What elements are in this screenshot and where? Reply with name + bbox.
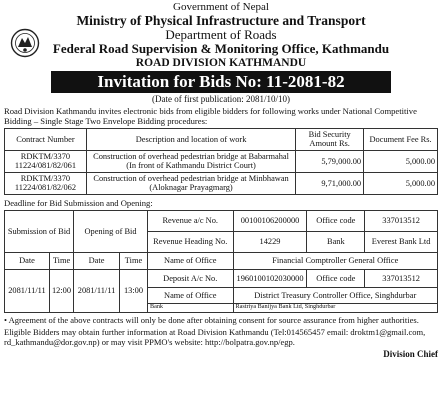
publication-date: (Date of first publication: 2081/10/10) [152, 93, 290, 104]
notice-title: Invitation for Bids No: 11-2081-82 [51, 71, 391, 93]
date-header: Date [5, 252, 50, 269]
department-name: Department of Roads [165, 27, 277, 43]
office-name-label: Name of Office [147, 252, 233, 269]
office-code-value: 337013512 [365, 269, 438, 287]
deadline-heading: Deadline for Bid Submission and Opening: [4, 197, 153, 208]
opening-header: Opening of Bid [74, 210, 148, 252]
ministry-name: Ministry of Physical Infrastructure and Transport [76, 12, 366, 28]
bank-label: Bank [147, 303, 233, 312]
table-row [5, 210, 438, 231]
bank-label: Bank [307, 231, 365, 252]
letterhead [4, 2, 438, 69]
office-name-label: Name of Office [147, 287, 233, 303]
time-header: Time [120, 252, 148, 269]
bid-security: 9,71,000.00 [296, 172, 364, 194]
works-table [4, 128, 438, 194]
bid-security: 5,79,000.00 [296, 150, 364, 172]
table-row [5, 172, 438, 194]
opening-time: 13:00 [120, 269, 148, 312]
agreement-note: • Agreement of the above contracts will only be done after obtaining consent for source assurance from higher authorities. [4, 314, 419, 325]
table-row [5, 150, 438, 172]
table-row [5, 252, 438, 269]
office-name: Federal Road Supervision & Monitoring Office, Kathmandu [52, 41, 390, 57]
submission-header: Submission of Bid [5, 210, 74, 252]
bank-value: Rastriya Banijya Bank Ltd, Singhdurbar [233, 303, 437, 312]
government-emblem-icon [10, 28, 40, 58]
work-description: Construction of overhead pedestrian bridge at Minbhawan (Aloknagar Prayagmarg) [86, 172, 295, 194]
column-header: Bid Security Amount Rs. [296, 129, 364, 150]
column-header: Contract Number [5, 129, 87, 150]
bank-value: Everest Bank Ltd [365, 231, 438, 252]
office-code-value: 337013512 [365, 210, 438, 231]
government-name: Government of Nepal [173, 1, 269, 13]
signature: Division Chief [383, 349, 438, 360]
document-fee: 5,000.00 [364, 150, 438, 172]
deposit-ac-value: 1960100102030000 [233, 269, 307, 287]
column-header: Description and location of work [86, 129, 295, 150]
table-header-row [5, 129, 438, 150]
office-name-value: District Treasury Controller Office, Singhdurbar [233, 287, 437, 303]
office-name-value: Financial Comptroller General Office [233, 252, 437, 269]
work-description: Construction of overhead pedestrian bridge at Babarmahal (In front of Kathmandu District Court) [86, 150, 295, 172]
date-header: Date [74, 252, 120, 269]
deposit-ac-label: Deposit A/c No. [147, 269, 233, 287]
time-header: Time [49, 252, 73, 269]
intro-paragraph: Road Division Kathmandu invites electronic bids from eligible bidders for following works under National Competitive Bidding – Single Stage Two Envelope Bidding procedures: [4, 105, 417, 126]
division-name: ROAD DIVISION KATHMANDU [135, 56, 307, 69]
opening-date: 2081/11/11 [74, 269, 120, 312]
bid-notice [4, 2, 438, 359]
revenue-heading-value: 14229 [233, 231, 307, 252]
contact-note: Eligible Bidders may obtain further information at Road Division Kathmandu (Tel:014565457 email: droktm1@gmail.com, rd_kathmandu@dor.gov.np) or may visit PPMO's website: http://bolpatra.gov.np/egp. [4, 327, 426, 347]
office-code-label: Office code [307, 269, 365, 287]
bid-schedule-table [4, 210, 438, 313]
contract-number: RDKTM/3370 11224/081/82/061 [5, 150, 87, 172]
revenue-ac-label: Revenue a/c No. [147, 210, 233, 231]
revenue-ac-value: 00100106200000 [233, 210, 307, 231]
contract-number: RDKTM/3370 11224/081/82/062 [5, 172, 87, 194]
revenue-heading-label: Revenue Heading No. [147, 231, 233, 252]
column-header: Document Fee Rs. [364, 129, 438, 150]
document-fee: 5,000.00 [364, 172, 438, 194]
office-code-label: Office code [307, 210, 365, 231]
table-row [5, 269, 438, 287]
submission-date: 2081/11/11 [5, 269, 50, 312]
submission-time: 12:00 [49, 269, 73, 312]
